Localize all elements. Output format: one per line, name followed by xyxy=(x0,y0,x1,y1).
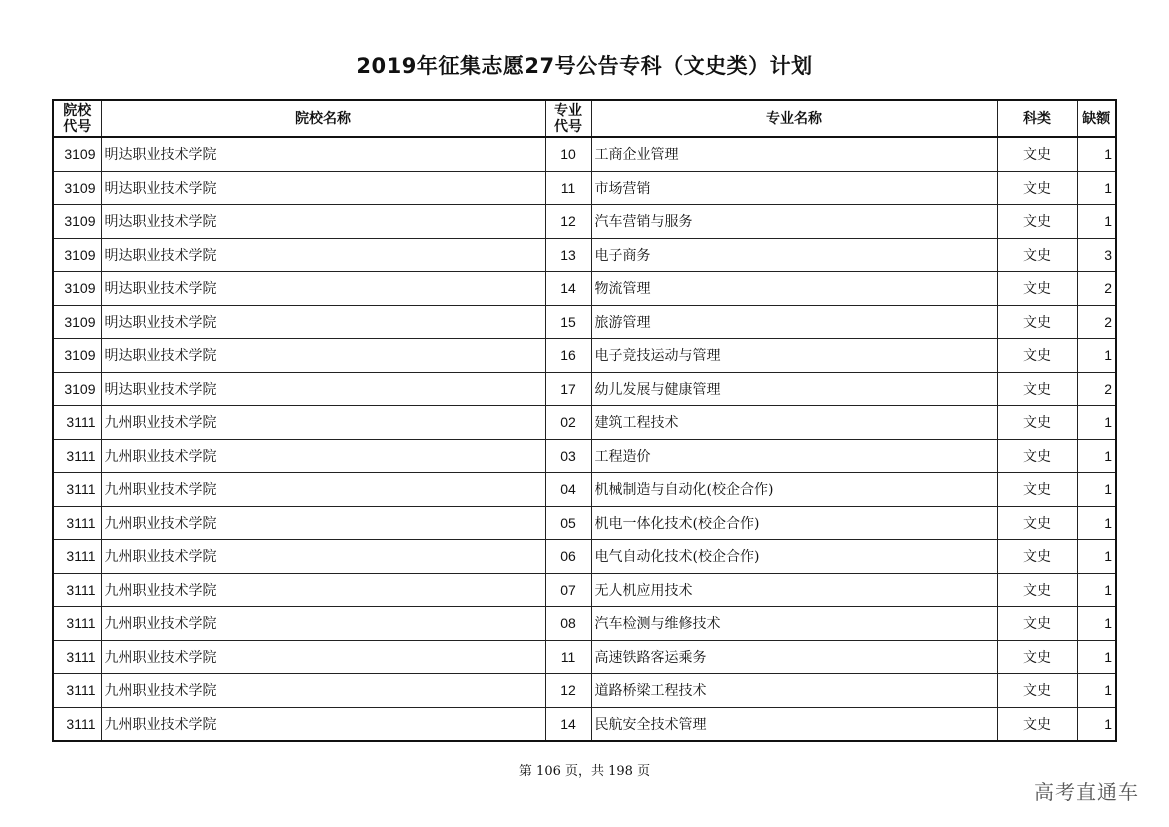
cell-category: 文史 xyxy=(997,339,1077,373)
cell-category: 文史 xyxy=(997,707,1077,741)
cell-school-name: 九州职业技术学院 xyxy=(101,473,545,507)
cell-quota: 2 xyxy=(1077,272,1116,306)
watermark: 高考直通车 xyxy=(1034,780,1139,804)
cell-school-code: 3109 xyxy=(53,137,101,171)
cell-major-name: 市场营销 xyxy=(591,171,997,205)
header-school-code-line1: 院校 xyxy=(63,102,92,119)
table-row xyxy=(53,607,1116,641)
cell-quota: 1 xyxy=(1077,674,1116,708)
cell-major-code: 14 xyxy=(545,707,591,741)
cell-major-name: 电子竞技运动与管理 xyxy=(591,339,997,373)
cell-school-code: 3109 xyxy=(53,205,101,239)
cell-major-name: 工商企业管理 xyxy=(591,137,997,171)
cell-quota: 1 xyxy=(1077,137,1116,171)
cell-category: 文史 xyxy=(997,540,1077,574)
cell-major-code: 03 xyxy=(545,439,591,473)
cell-school-code: 3111 xyxy=(53,573,101,607)
cell-school-code: 3111 xyxy=(53,506,101,540)
cell-major-name: 电子商务 xyxy=(591,238,997,272)
cell-major-name: 幼儿发展与健康管理 xyxy=(591,372,997,406)
cell-major-code: 14 xyxy=(545,272,591,306)
table-row xyxy=(53,305,1116,339)
page-footer: 第 106 页，共 198 页 xyxy=(518,764,651,779)
cell-major-name: 建筑工程技术 xyxy=(591,406,997,440)
cell-school-name: 明达职业技术学院 xyxy=(101,339,545,373)
cell-major-code: 11 xyxy=(545,171,591,205)
cell-quota: 1 xyxy=(1077,339,1116,373)
cell-school-code: 3109 xyxy=(53,339,101,373)
table-row xyxy=(53,506,1116,540)
cell-category: 文史 xyxy=(997,439,1077,473)
cell-school-code: 3111 xyxy=(53,540,101,574)
header-category: 科类 xyxy=(997,100,1077,137)
header-school-code xyxy=(53,100,101,137)
cell-category: 文史 xyxy=(997,406,1077,440)
cell-major-code: 13 xyxy=(545,238,591,272)
cell-school-code: 3109 xyxy=(53,305,101,339)
cell-major-name: 物流管理 xyxy=(591,272,997,306)
table-body xyxy=(53,137,1116,741)
cell-school-name: 九州职业技术学院 xyxy=(101,640,545,674)
cell-major-code: 04 xyxy=(545,473,591,507)
cell-school-name: 九州职业技术学院 xyxy=(101,439,545,473)
cell-school-code: 3109 xyxy=(53,272,101,306)
cell-school-name: 九州职业技术学院 xyxy=(101,573,545,607)
cell-school-name: 明达职业技术学院 xyxy=(101,205,545,239)
cell-quota: 1 xyxy=(1077,439,1116,473)
cell-school-name: 明达职业技术学院 xyxy=(101,137,545,171)
table-row xyxy=(53,238,1116,272)
cell-school-code: 3109 xyxy=(53,372,101,406)
cell-major-code: 12 xyxy=(545,205,591,239)
page-title: 2019年征集志愿27号公告专科（文史类）计划 xyxy=(356,54,813,78)
cell-school-code: 3109 xyxy=(53,171,101,205)
cell-major-name: 汽车检测与维修技术 xyxy=(591,607,997,641)
cell-school-name: 九州职业技术学院 xyxy=(101,506,545,540)
cell-school-code: 3111 xyxy=(53,473,101,507)
cell-category: 文史 xyxy=(997,607,1077,641)
cell-quota: 1 xyxy=(1077,406,1116,440)
cell-quota: 1 xyxy=(1077,473,1116,507)
cell-major-code: 06 xyxy=(545,540,591,574)
cell-major-code: 12 xyxy=(545,674,591,708)
cell-category: 文史 xyxy=(997,506,1077,540)
cell-school-code: 3111 xyxy=(53,607,101,641)
table-row xyxy=(53,640,1116,674)
cell-quota: 1 xyxy=(1077,607,1116,641)
cell-major-name: 高速铁路客运乘务 xyxy=(591,640,997,674)
cell-major-code: 08 xyxy=(545,607,591,641)
cell-quota: 2 xyxy=(1077,305,1116,339)
cell-major-name: 旅游管理 xyxy=(591,305,997,339)
table-row xyxy=(53,205,1116,239)
cell-quota: 1 xyxy=(1077,506,1116,540)
cell-major-code: 16 xyxy=(545,339,591,373)
cell-major-code: 05 xyxy=(545,506,591,540)
header-school-name: 院校名称 xyxy=(101,100,545,137)
cell-school-code: 3111 xyxy=(53,439,101,473)
cell-major-code: 10 xyxy=(545,137,591,171)
cell-major-code: 15 xyxy=(545,305,591,339)
header-major-code-line2: 代号 xyxy=(554,118,582,135)
cell-quota: 1 xyxy=(1077,640,1116,674)
header-school-code-line2: 代号 xyxy=(63,118,92,135)
cell-major-name: 机电一体化技术(校企合作) xyxy=(591,506,997,540)
table-header-row xyxy=(53,100,1116,137)
cell-major-code: 07 xyxy=(545,573,591,607)
cell-major-name: 道路桥梁工程技术 xyxy=(591,674,997,708)
table-row xyxy=(53,473,1116,507)
cell-quota: 1 xyxy=(1077,205,1116,239)
table-row xyxy=(53,573,1116,607)
cell-school-name: 九州职业技术学院 xyxy=(101,540,545,574)
cell-category: 文史 xyxy=(997,137,1077,171)
cell-major-code: 17 xyxy=(545,372,591,406)
plan-table xyxy=(52,99,1117,742)
cell-school-name: 九州职业技术学院 xyxy=(101,406,545,440)
cell-category: 文史 xyxy=(997,171,1077,205)
table-row xyxy=(53,171,1116,205)
cell-school-code: 3111 xyxy=(53,406,101,440)
table-row xyxy=(53,674,1116,708)
cell-major-code: 11 xyxy=(545,640,591,674)
cell-quota: 1 xyxy=(1077,171,1116,205)
cell-major-name: 无人机应用技术 xyxy=(591,573,997,607)
cell-category: 文史 xyxy=(997,272,1077,306)
cell-school-name: 九州职业技术学院 xyxy=(101,707,545,741)
cell-quota: 1 xyxy=(1077,573,1116,607)
cell-category: 文史 xyxy=(997,238,1077,272)
cell-category: 文史 xyxy=(997,205,1077,239)
table-row xyxy=(53,272,1116,306)
cell-major-name: 机械制造与自动化(校企合作) xyxy=(591,473,997,507)
cell-school-name: 明达职业技术学院 xyxy=(101,372,545,406)
cell-school-name: 九州职业技术学院 xyxy=(101,674,545,708)
cell-school-name: 明达职业技术学院 xyxy=(101,171,545,205)
cell-quota: 1 xyxy=(1077,707,1116,741)
cell-school-code: 3109 xyxy=(53,238,101,272)
header-major-code xyxy=(545,100,591,137)
table-row xyxy=(53,406,1116,440)
cell-quota: 1 xyxy=(1077,540,1116,574)
cell-school-code: 3111 xyxy=(53,707,101,741)
cell-school-code: 3111 xyxy=(53,640,101,674)
header-quota: 缺额 xyxy=(1077,100,1116,137)
cell-category: 文史 xyxy=(997,305,1077,339)
cell-school-name: 明达职业技术学院 xyxy=(101,272,545,306)
cell-school-code: 3111 xyxy=(53,674,101,708)
cell-major-name: 民航安全技术管理 xyxy=(591,707,997,741)
table-row xyxy=(53,137,1116,171)
header-major-code-line1: 专业 xyxy=(554,102,582,119)
table-row xyxy=(53,339,1116,373)
header-major-name: 专业名称 xyxy=(591,100,997,137)
table-row xyxy=(53,707,1116,741)
cell-major-code: 02 xyxy=(545,406,591,440)
cell-category: 文史 xyxy=(997,473,1077,507)
cell-major-name: 电气自动化技术(校企合作) xyxy=(591,540,997,574)
cell-quota: 3 xyxy=(1077,238,1116,272)
cell-school-name: 九州职业技术学院 xyxy=(101,607,545,641)
cell-category: 文史 xyxy=(997,573,1077,607)
table-row xyxy=(53,372,1116,406)
cell-category: 文史 xyxy=(997,372,1077,406)
table-row xyxy=(53,540,1116,574)
cell-major-name: 工程造价 xyxy=(591,439,997,473)
cell-category: 文史 xyxy=(997,674,1077,708)
cell-school-name: 明达职业技术学院 xyxy=(101,238,545,272)
table-row xyxy=(53,439,1116,473)
cell-school-name: 明达职业技术学院 xyxy=(101,305,545,339)
cell-category: 文史 xyxy=(997,640,1077,674)
cell-major-name: 汽车营销与服务 xyxy=(591,205,997,239)
cell-quota: 2 xyxy=(1077,372,1116,406)
